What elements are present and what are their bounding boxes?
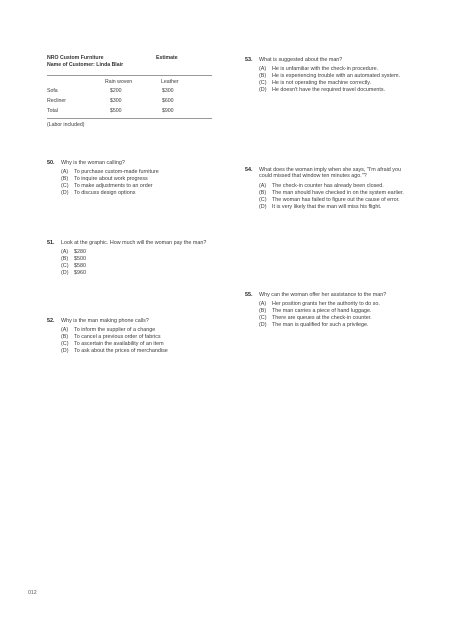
option-c[interactable]: (C) To make adjustments to an order [61,183,153,190]
question-stem: Why is the man making phone calls? [61,318,149,324]
option-d[interactable]: (D) To discuss design options [61,190,136,197]
option-d[interactable]: (D) He doesn't have the required travel documents. [259,87,386,94]
option-a[interactable]: (A) The check-in counter has already been closed. [259,182,384,189]
column-header: Rain woven [105,79,133,85]
option-c[interactable]: (C) To ascertain the availability of an item [61,341,164,348]
question-number: 50. [47,160,55,166]
table-row [47,96,212,106]
question-55 [245,292,410,329]
cell-value: $300 [162,88,174,94]
column-header: Leather [161,79,179,85]
option-b[interactable]: (B) $500 [61,256,86,263]
row-label: Sofa [47,88,58,94]
cell-value: $500 [110,108,122,114]
question-51 [47,240,215,277]
table-row [47,86,212,96]
question-stem: Why is the woman calling? [61,160,125,166]
option-d[interactable]: (D) The man is qualified for such a privilege. [259,322,369,329]
option-b[interactable]: (B) To cancel a previous order of fabrics [61,334,161,341]
question-number: 53. [245,57,253,63]
option-a[interactable]: (A) Her position grants her the authority to do so. [259,301,380,308]
option-d[interactable]: (D) It is very likely that the man will miss his flight. [259,203,382,210]
option-c[interactable]: (C) $580 [61,263,86,270]
cell-value: $300 [110,98,122,104]
question-number: 54. [245,167,253,173]
row-label: Recliner [47,98,67,104]
cell-value: $200 [110,88,122,94]
estimate-header [47,55,212,69]
page-number: 012 [28,590,37,596]
estimate-column-headers [47,75,212,86]
option-c[interactable]: (C) He is not operating the machine correctly. [259,80,372,87]
question-number: 52. [47,318,55,324]
option-a[interactable]: (A) He is unfamiliar with the check-in procedure. [259,66,379,73]
question-53 [245,57,410,94]
estimate-table [47,55,212,129]
option-c[interactable]: (C) The woman has failed to figure out the cause of error. [259,196,400,203]
question-stem: Why can the woman offer her assistance to the man? [259,292,387,298]
question-54 [245,167,410,211]
option-a[interactable]: (A) To purchase custom-made furniture [61,169,159,176]
option-a[interactable]: (A) $280 [61,249,86,256]
option-d[interactable]: (D) $960 [61,270,86,277]
option-d[interactable]: (D) To ask about the prices of merchandise [61,348,168,355]
question-number: 51. [47,240,55,246]
question-number: 55. [245,292,253,298]
question-50 [47,160,215,197]
cell-value: $900 [162,108,174,114]
customer-name: Name of Customer: Linda Blair [47,62,124,68]
table-row [47,106,212,116]
question-stem: Look at the graphic. How much will the woman pay the man? [61,240,207,246]
question-stem: What does the woman imply when she says, "I'm afraid you could missed that window ten minutes ago."? [259,167,401,180]
question-stem: What is suggested about the man? [259,57,343,63]
estimate-note: (Labor included) [47,122,85,128]
option-b[interactable]: (B) He is experiencing trouble with an automated system. [259,73,400,80]
option-b[interactable]: (B) The man carries a piece of hand luggage. [259,308,372,315]
option-b[interactable]: (B) To inquire about work progress [61,176,148,183]
question-52 [47,318,215,355]
company-name: NRO Custom Furniture [47,55,104,61]
option-a[interactable]: (A) To inform the supplier of a change [61,327,156,334]
table-divider [47,118,212,119]
estimate-label: Estimate [156,55,178,61]
option-b[interactable]: (B) The man should have checked in on the system earlier. [259,189,404,196]
option-c[interactable]: (C) There are queues at the check-in counter. [259,315,372,322]
row-label: Total [47,108,58,114]
cell-value: $600 [162,98,174,104]
